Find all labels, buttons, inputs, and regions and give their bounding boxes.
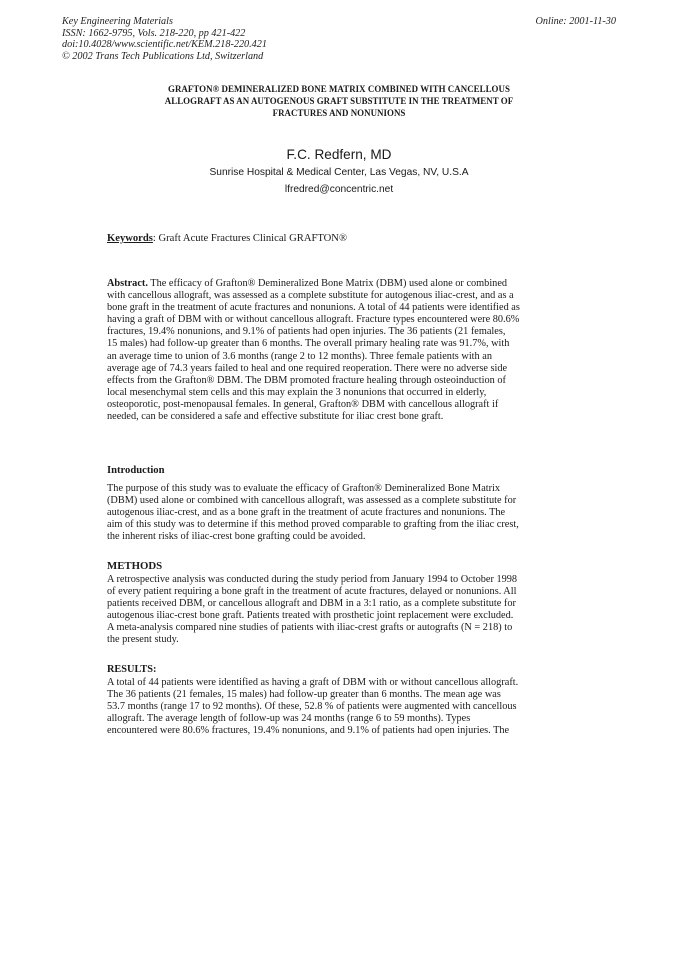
methods-line: A meta-analysis compared nine studies of patients with iliac-crest grafts or autografts (N = 218) to: [107, 622, 513, 634]
keywords: Keywords: Graft Acute Fractures Clinical GRAFTON®: [107, 233, 347, 244]
abstract-line: having a graft of DBM with or without cancellous allograft. Fracture types encountered were 80.6%: [107, 314, 520, 326]
results-line: 53.7 months (range 17 to 92 months). Of these, 52.8 % of patients were augmented with cancellous: [107, 701, 517, 713]
methods-line: the present study.: [107, 634, 179, 646]
abstract-line: 15 males) had follow-up greater than 6 months. The overall primary healing rate was 91.7%, with: [107, 338, 510, 350]
abstract-line: effects from the Grafton® DBM. The DBM promoted fracture healing through osteoinduction of: [107, 374, 506, 386]
keywords-label: Keywords: [107, 233, 153, 244]
methods-line: autogenous iliac-crest bone graft. Patients treated with prosthetic joint replacement were excluded.: [107, 610, 514, 622]
results-line: allograft. The average length of follow-up was 24 months (range 6 to 59 months). Types: [107, 713, 471, 725]
methods-line: of every patient requiring a bone graft in the treatment of acute fractures, delayed or nonunions. All: [107, 586, 517, 598]
methods-line: A retrospective analysis was conducted during the study period from January 1994 to October 1998: [107, 574, 518, 585]
journal-name: Key Engineering Materials: [62, 16, 173, 27]
methods-body: [107, 574, 557, 647]
abstract-line: osteoporotic, post-menopausal females. In general, Grafton® DBM with cancellous allograft if: [107, 398, 499, 410]
affiliation: Sunrise Hospital & Medical Center, Las Vegas, NV, U.S.A: [209, 167, 469, 178]
journal-header: [62, 16, 616, 62]
results-line: A total of 44 patients were identified as having a graft of DBM with or without cancellous allograft.: [107, 677, 519, 688]
author-name: F.C. Redfern, MD: [286, 147, 392, 162]
abstract: [107, 278, 557, 423]
intro-line: the inherent risks of iliac-crest bone grafting could be avoided.: [107, 531, 366, 543]
copyright-line: © 2002 Trans Tech Publications Ltd, Switzerland: [62, 50, 264, 62]
abstract-line: Abstract. The efficacy of Grafton® Demineralized Bone Matrix (DBM) used alone or combined: [107, 278, 508, 289]
doi-line: doi:10.4028/www.scientific.net/KEM.218-220.421: [62, 39, 267, 51]
methods-line: patients received DBM, or cancellous allograft and DBM in a 3:1 ratio, as a complete substitute for: [107, 598, 516, 610]
abstract-line: with cancellous allograft, was assessed as a complete substitute for autogenous iliac-crest, and as a: [107, 290, 514, 302]
intro-line: aim of this study was to determine if this method proved comparable to grafting from the iliac crest,: [107, 519, 519, 531]
paper-title: [112, 84, 566, 119]
intro-line: The purpose of this study was to evaluate the efficacy of Grafton® Demineralized Bone Matrix: [107, 483, 501, 494]
results-line: The 36 patients (21 females, 15 males) had follow-up greater than 6 months. The mean age was: [107, 689, 501, 701]
results-body: [107, 677, 557, 737]
abstract-line: bone graft in the treatment of acute fractures and nonunions. A total of 44 patients were identified as: [107, 302, 520, 314]
title-line: GRAFTON® DEMINERALIZED BONE MATRIX COMBINED WITH CANCELLOUS: [168, 84, 510, 94]
abstract-line: local mesenchymal stem cells and this may explain the 3 nonunions that occurred in elderly,: [107, 386, 487, 398]
abstract-line: an average time to union of 3.6 months (range 2 to 12 months). Three female patients with an: [107, 350, 492, 362]
abstract-line: average age of 74.3 years failed to heal and one required reoperation. There were no adverse side: [107, 362, 508, 374]
introduction-body: [107, 483, 557, 543]
title-line: ALLOGRAFT AS AN AUTOGENOUS GRAFT SUBSTITUTE IN THE TREATMENT OF: [164, 95, 514, 106]
title-line: FRACTURES AND NONUNIONS: [272, 107, 406, 118]
abstract-line: needed, can be considered a safe and effective substitute for iliac crest bone graft.: [107, 411, 444, 423]
author-email: lfredred@concentric.net: [284, 184, 394, 195]
online-date: Online: 2001-11-30: [535, 16, 616, 27]
abstract-line: fractures, 19.4% nonunions, and 9.1% of patients had open injuries. The 36 patients (21 females,: [107, 326, 506, 338]
methods-heading: METHODS: [107, 560, 163, 572]
keywords-text: Graft Acute Fractures Clinical GRAFTON®: [158, 233, 347, 244]
results-line: encountered were 80.6% fractures, 19.4% nonunions, and 9.1% of patients had open injuries. The: [107, 725, 510, 737]
intro-line: (DBM) used alone or combined with cancellous allograft, was assessed as a complete substitute for: [107, 495, 517, 507]
introduction-heading: Introduction: [107, 465, 165, 476]
abstract-label: Abstract.: [107, 278, 148, 289]
results-heading: RESULTS:: [107, 664, 157, 675]
issn-line: ISSN: 1662-9795, Vols. 218-220, pp 421-422: [62, 27, 246, 39]
intro-line: autogenous iliac-crest, and as a bone graft in the treatment of acute fractures and nonunions. The: [107, 507, 506, 519]
